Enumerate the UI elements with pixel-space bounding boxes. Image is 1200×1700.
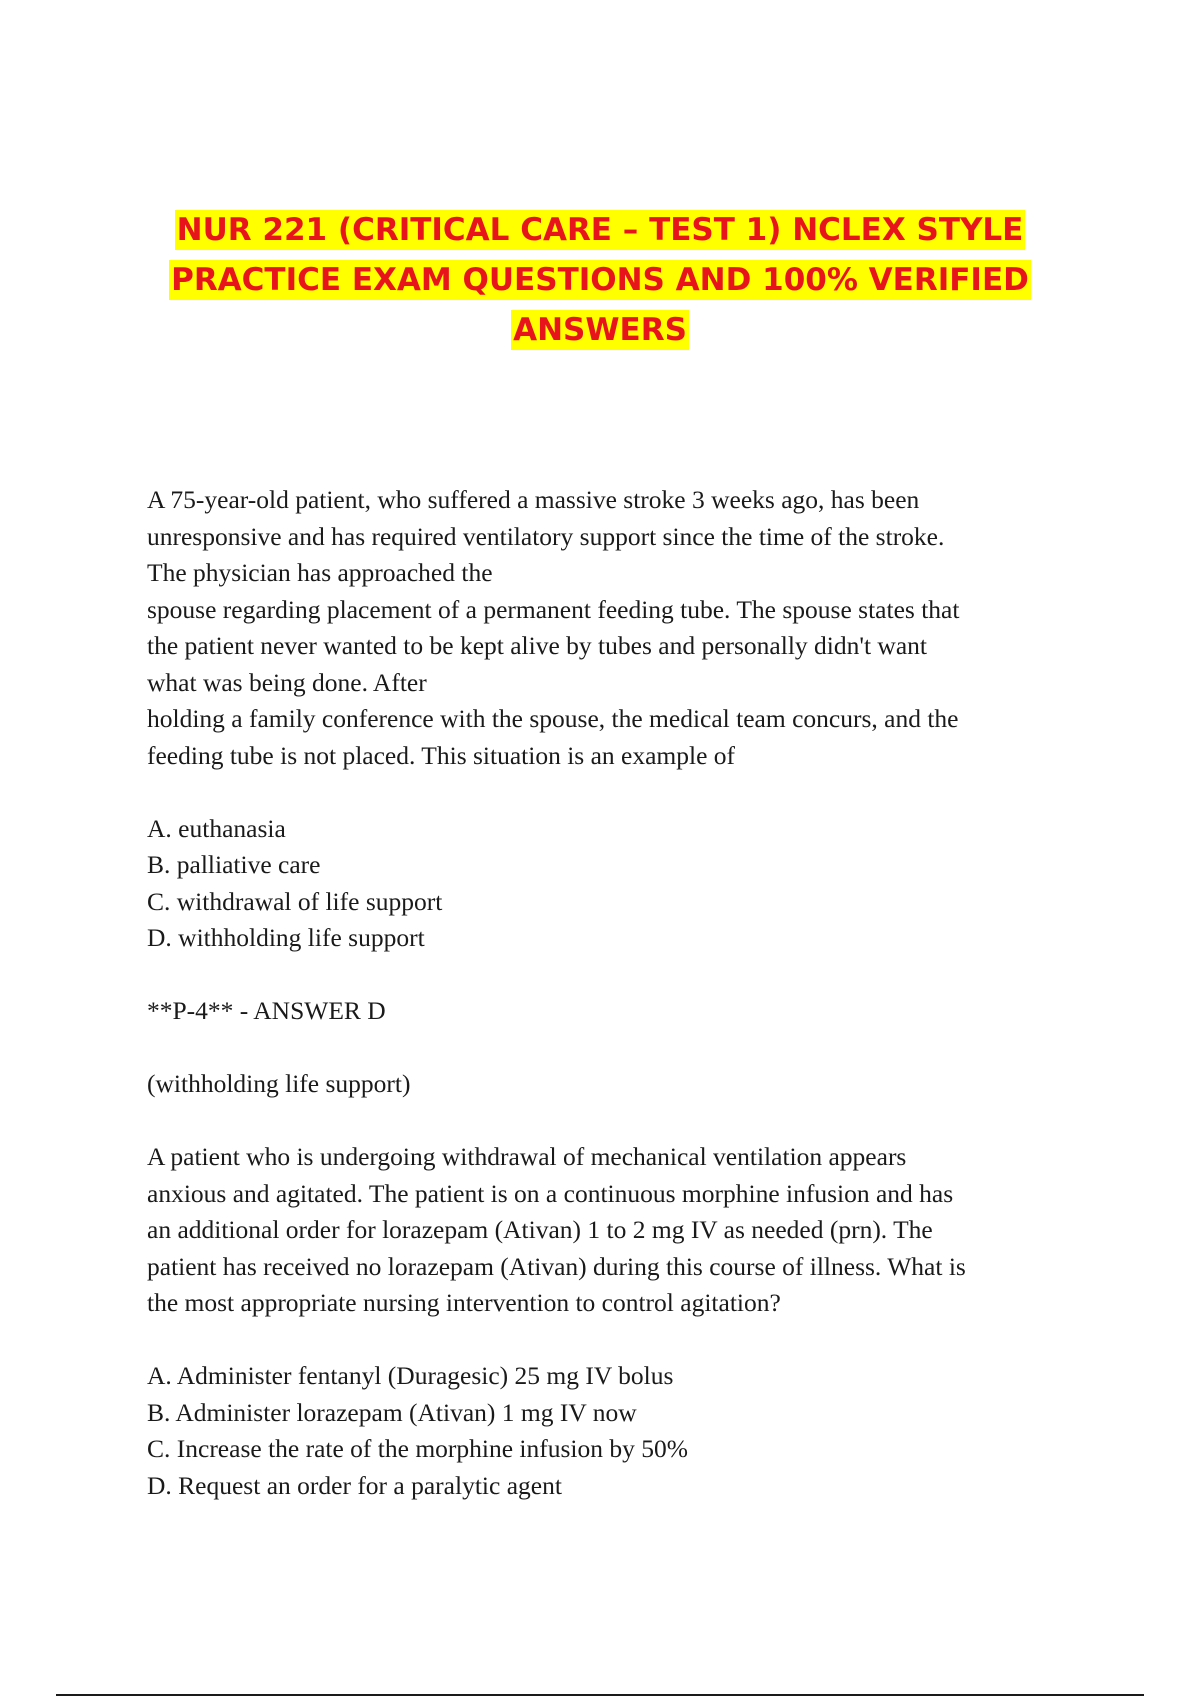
question-1-rationale: (withholding life support) — [147, 1069, 411, 1098]
title-line: NUR 221 (CRITICAL CARE – TEST 1) NCLEX STYLE — [176, 212, 1024, 248]
question-1-answer: **P-4** - ANSWER D — [147, 996, 386, 1025]
title-line: ANSWERS — [513, 312, 687, 348]
document-title — [120, 205, 1080, 355]
stem-line: spouse regarding placement of a permanent feeding tube. The spouse states that — [147, 594, 960, 624]
document-body — [147, 482, 1077, 1504]
title-line: PRACTICE EXAM QUESTIONS AND 100% VERIFIED — [171, 262, 1029, 298]
question-1-options — [147, 811, 1077, 957]
question-1-stem — [147, 482, 1077, 774]
option-d: D. withholding life support — [147, 923, 425, 952]
stem-line: feeding tube is not placed. This situation is an example of — [147, 740, 736, 770]
option-a: A. euthanasia — [147, 813, 286, 843]
stem-line: an additional order for lorazepam (Ativan) 1 to 2 mg IV as needed (prn). The — [147, 1215, 933, 1244]
stem-line: The physician has approached the — [147, 558, 493, 587]
question-2-options — [147, 1358, 1077, 1504]
stem-line: the most appropriate nursing intervention to control agitation? — [147, 1288, 781, 1317]
stem-line: A 75-year-old patient, who suffered a massive stroke 3 weeks ago, has been — [147, 485, 920, 514]
stem-line: anxious and agitated. The patient is on a continuous morphine infusion and has — [147, 1178, 954, 1208]
option-a: A. Administer fentanyl (Duragesic) 25 mg IV bolus — [147, 1361, 674, 1390]
stem-line: holding a family conference with the spouse, the medical team concurs, and the — [147, 704, 959, 733]
option-c: C. withdrawal of life support — [147, 886, 443, 916]
stem-line: what was being done. After — [147, 667, 427, 697]
question-2-stem — [147, 1139, 1077, 1322]
option-c: C. Increase the rate of the morphine infusion by 50% — [147, 1434, 689, 1463]
stem-line: unresponsive and has required ventilatory support since the time of the stroke. — [147, 521, 945, 551]
stem-line: A patient who is undergoing withdrawal of mechanical ventilation appears — [147, 1142, 907, 1171]
stem-line: the patient never wanted to be kept alive by tubes and personally didn't want — [147, 631, 927, 660]
option-b: B. Administer lorazepam (Ativan) 1 mg IV now — [147, 1397, 637, 1427]
footer-divider — [56, 1694, 1144, 1696]
option-d: D. Request an order for a paralytic agent — [147, 1470, 562, 1500]
stem-line: patient has received no lorazepam (Ativan) during this course of illness. What is — [147, 1251, 966, 1281]
option-b: B. palliative care — [147, 850, 321, 879]
